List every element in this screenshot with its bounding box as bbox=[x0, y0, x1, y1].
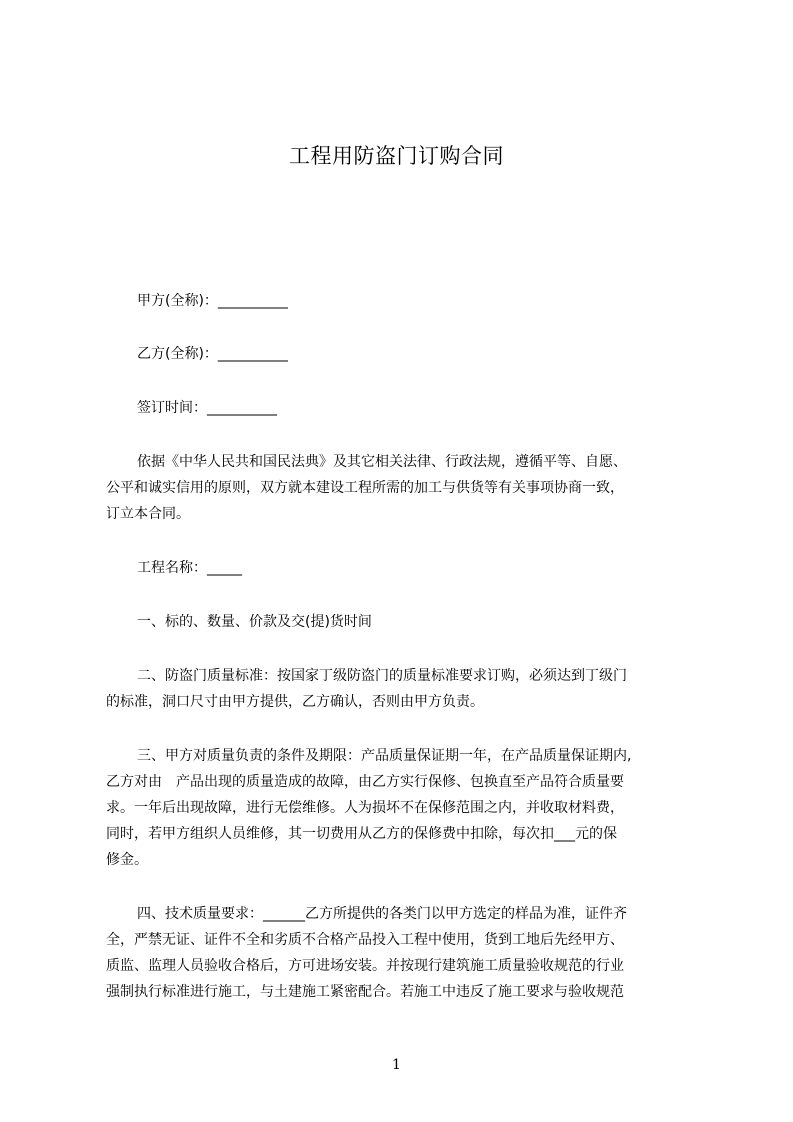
party-b-line: 乙方(全称)：__________ bbox=[137, 346, 288, 362]
intro-line-2: 公平和诚实信用的原则，双方就本建设工程所需的加工与供货等有关事项协商一致， bbox=[106, 480, 624, 496]
section-3-line-1: 三、甲方对质量负责的条件及期限：产品质量保证期一年，在产品质量保证期内, bbox=[137, 748, 632, 764]
intro-line-3: 订立本合同。 bbox=[106, 506, 190, 522]
section-2-line-2: 的标准，洞口尺寸由甲方提供，乙方确认，否则由甲方负责。 bbox=[106, 694, 484, 710]
page-number: 1 bbox=[392, 1057, 401, 1073]
sign-time-line: 签订时间：__________ bbox=[137, 400, 277, 416]
section-4-line-2: 全，严禁无证、证件不全和劣质不合格产品投入工程中使用，货到工地后先经甲方、 bbox=[106, 932, 624, 948]
section-3-line-2: 乙方对由 产品出现的质量造成的故障，由乙方实行保修、包换直至产品符合质量要 bbox=[106, 774, 624, 790]
section-3-line-4: 同时，若甲方组织人员维修，其一切费用从乙方的保修费中扣除，每次扣___元的保 bbox=[106, 826, 617, 842]
section-4-line-1: 四、技术质量要求：______乙方所提供的各类门以甲方选定的样品为准，证件齐 bbox=[137, 906, 627, 922]
document-title: 工程用防盗门订购合同 bbox=[289, 144, 504, 168]
section-3-line-5: 修金。 bbox=[106, 852, 148, 868]
section-1-heading: 一、标的、数量、价款及交(提)货时间 bbox=[137, 614, 372, 630]
project-name-line: 工程名称：_____ bbox=[137, 560, 242, 576]
section-4-line-3: 质监、监理人员验收合格后，方可进场安装。并按现行建筑施工质量验收规范的行业 bbox=[106, 958, 624, 974]
intro-line-1: 依据《中华人民共和国民法典》及其它相关法律、行政法规，遵循平等、自愿、 bbox=[137, 454, 627, 470]
section-4-line-4: 强制执行标准进行施工，与土建施工紧密配合。若施工中违反了施工要求与验收规范 bbox=[106, 984, 624, 1000]
section-2-line-1: 二、防盗门质量标准：按国家丁级防盗门的质量标准要求订购，必须达到丁级门 bbox=[137, 668, 627, 684]
party-a-line: 甲方(全称)：__________ bbox=[137, 293, 288, 309]
section-3-line-3: 求。一年后出现故障，进行无偿维修。人为损坏不在保修范围之内，并收取材料费， bbox=[106, 800, 624, 816]
